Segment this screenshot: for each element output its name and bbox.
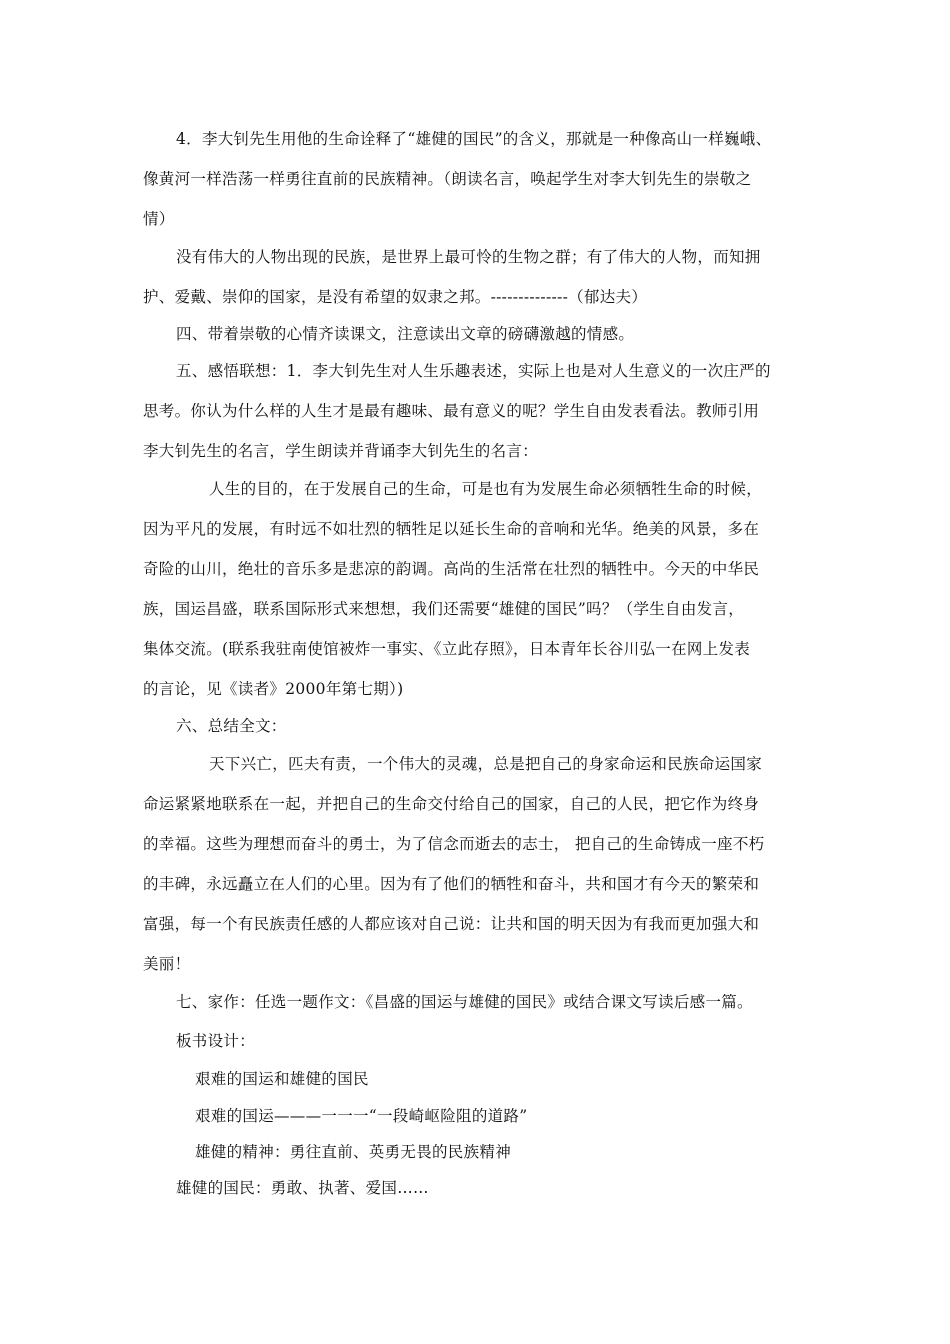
text-line: 天下兴亡，匹夫有责，一个伟大的灵魂，总是把自己的身家命运和民族命运国家 bbox=[209, 755, 763, 773]
text-line: 富强，每一个有民族责任感的人都应该对自己说：让共和国的明天因为有我而更加强大和 bbox=[143, 915, 760, 933]
text-line: 人生的目的，在于发展自己的生命，可是也有为发展生命必须牺牲生命的时候， bbox=[209, 480, 763, 498]
text-line: 的丰碑，永远矗立在人们的心里。因为有了他们的牺牲和奋斗，共和国才有今天的繁荣和 bbox=[143, 875, 760, 893]
text-line: 因为平凡的发展，有时远不如壮烈的牺牲足以延长生命的音响和光华。绝美的风景，多在 bbox=[143, 520, 760, 538]
text-line: 奇险的山川，绝壮的音乐多是悲凉的韵调。高尚的生活常在壮烈的牺牲中。今天的中华民 bbox=[143, 560, 760, 578]
text-line: 的幸福。这些为理想而奋斗的勇士，为了信念而逝去的志士， 把自己的生命铸成一座不朽 bbox=[143, 835, 765, 853]
text-line: 思考。你认为什么样的人生才是最有趣味、最有意义的呢？学生自由发表看法。教师引用 bbox=[143, 402, 760, 420]
text-line: 像黄河一样浩荡一样勇往直前的民族精神。（朗读名言，唤起学生对李大钊先生的崇敬之 bbox=[143, 170, 752, 188]
text-line: 情） bbox=[143, 210, 175, 228]
text-line: 命运紧紧地联系在一起，并把自己的生命交付给自己的国家，自己的人民，把它作为终身 bbox=[143, 795, 760, 813]
text-line: 艰难的国运和雄健的国民 bbox=[195, 1070, 369, 1088]
text-line: 四、带着崇敬的心情齐读课文，注意读出文章的磅礴激越的情感。 bbox=[176, 325, 635, 343]
text-line: 集体交流。(联系我驻南使馆被炸一事实、《立此存照》，日本青年长谷川弘一在网上发表 bbox=[143, 640, 751, 658]
text-line: 雄健的国民：勇敢、执著、爱国…… bbox=[176, 1179, 429, 1197]
text-line: 七、家作：任选一题作文：《昌盛的国运与雄健的国民》或结合课文写读后感一篇。 bbox=[176, 993, 753, 1011]
text-line: 4．李大钊先生用他的生命诠释了“雄健的国民”的含义，那就是一种像高山一样巍峨、 bbox=[176, 130, 772, 148]
text-line: 雄健的精神：勇往直前、英勇无畏的民族精神 bbox=[195, 1143, 512, 1161]
text-line: 艰难的国运———一一一“一段崎岖险阻的道路” bbox=[195, 1107, 528, 1125]
text-line: 族，国运昌盛，联系国际形式来想想，我们还需要“雄健的国民”吗？（学生自由发言， bbox=[143, 600, 745, 618]
text-line: 护、爱戴、崇仰的国家，是没有希望的奴隶之邦。--------------（郁达夫） bbox=[143, 288, 648, 306]
text-line: 六、总结全文： bbox=[176, 717, 287, 735]
text-line: 板书设计： bbox=[176, 1032, 256, 1050]
text-line: 没有伟大的人物出现的民族，是世界上最可怜的生物之群；有了伟大的人物，而知拥 bbox=[176, 248, 761, 266]
text-line: 的言论，见《读者》2000年第七期）) bbox=[143, 680, 404, 698]
text-line: 美丽！ bbox=[143, 955, 191, 973]
text-line: 五、感悟联想：1．李大钊先生对人生乐趣表述，实际上也是对人生意义的一次庄严的 bbox=[176, 362, 771, 380]
text-line: 李大钊先生的名言，学生朗读并背诵李大钊先生的名言： bbox=[143, 442, 539, 460]
